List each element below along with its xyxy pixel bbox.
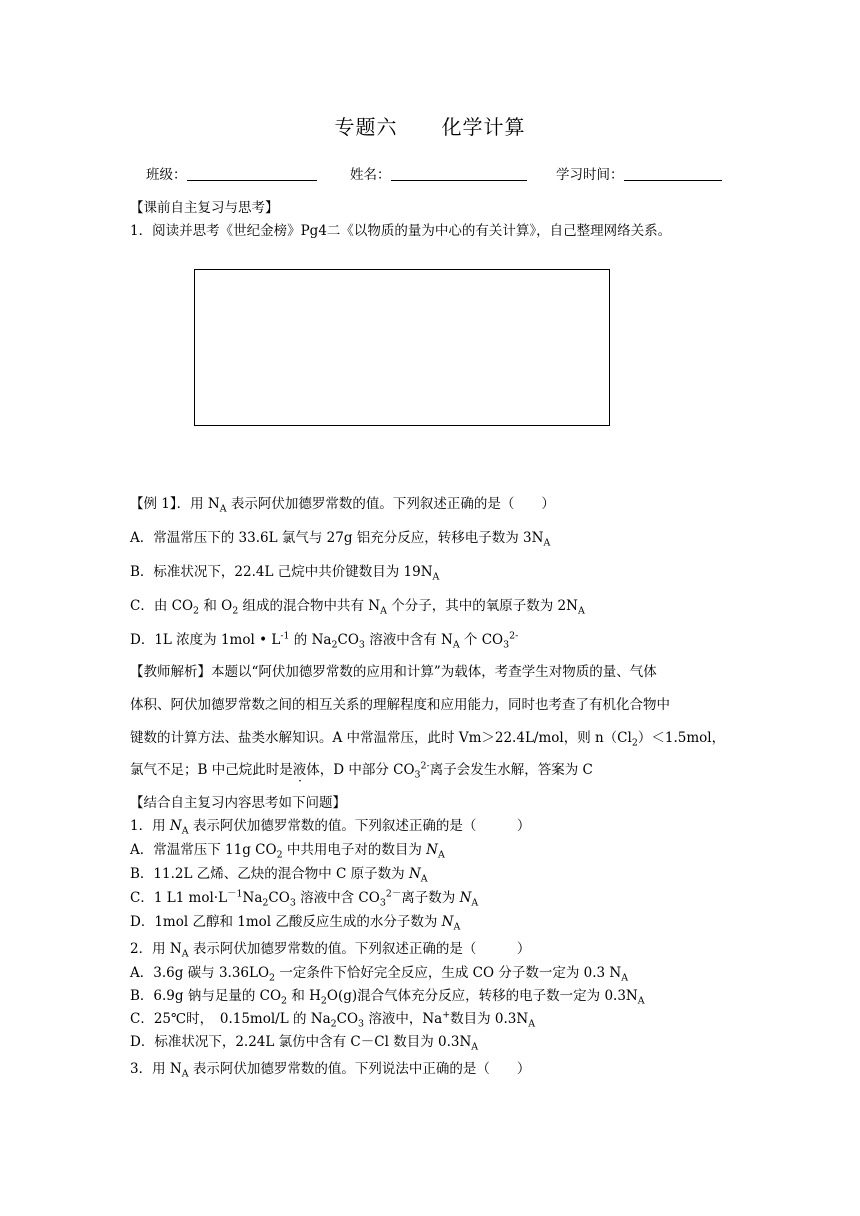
teacher-analysis-line-2: 体积、阿伏加德罗常数之间的相互关系的理解程度和应用能力，同时也考查了有机化合物中 — [130, 697, 670, 713]
question-2-option-a: A．3.6g 碳与 $3.36LO_2$ 一定条件下恰好完全反应，生成 CO 分子数一定为 0.3 $N_A$ — [130, 965, 629, 984]
example-1-option-a: A．常温常压下的 33.6L 氯气与 27g 铝充分反应，转移电子数为 $3N_A$ — [130, 530, 551, 549]
example-1-stem: 【例 1】．用 $N_A$ 表示阿伏加德罗常数的值。下列叙述正确的是（ ） — [130, 496, 555, 515]
teacher-analysis-line-3: 键数的计算方法、盐类水解知识。A 中常温常压，此时 Vm＞22.4L/mol，则 $n(Cl_2)<1.5mol$， — [130, 730, 726, 749]
question-1-option-d: D．1mol 乙醇和 1mol 乙酸反应生成的水分子数为 $N_A$ — [130, 914, 461, 933]
class-blank[interactable] — [187, 166, 317, 181]
question-1-option-a: A．常温常压下 11g $CO_2$ 中共用电子对的数目为 $N_A$ — [130, 842, 445, 861]
teacher-analysis-line-1: 【教师解析】本题以“阿伏加德罗常数的应用和计算”为载体，考查学生对物质的量、气体 — [130, 664, 657, 680]
question-2-stem: 2．用 $N_A$ 表示阿伏加德罗常数的值。下列叙述正确的是（ ） — [130, 941, 531, 960]
question-2-option-b: B．6.9g 钠与足量的 $CO_2$ 和 $H_2O(g)$混合气体充分反应，转移的电子数一定为 $0.3N_A$ — [130, 988, 645, 1007]
teacher-analysis-line-4: 氯气不足；B 中己烷此时是液体，D 中部分 $CO_3^{2-}$离子会发生水解，答案为 C — [130, 760, 593, 781]
question-2-option-c: C．25℃时， 0.15mol/L 的 $Na_2CO_3$ 溶液中，Na+数目为 $0.3N_A$ — [130, 1009, 536, 1030]
name-field: 姓名： — [350, 166, 527, 183]
page-title: 专题六 化学计算 — [334, 115, 526, 139]
example-1-option-c: C．由 $CO_2$ 和 $O_2$ 组成的混合物中共有 $N_A$ 个分子，其中的氧原子数为 $2N_A$ — [130, 598, 585, 617]
question-1-option-c: C．1 L1 $mol\cdot L^{-1}Na_2CO_3$ 溶液中含 $CO_3^{2-}$离子数为 $N_A$ — [130, 888, 479, 909]
section-heading-practice: 【结合自主复习内容思考如下问题】 — [130, 795, 346, 811]
class-field: 班级： — [146, 166, 317, 183]
study-time-field: 学习时间： — [556, 166, 722, 183]
question-3-stem: 3．用 $N_A$ 表示阿伏加德罗常数的值。下列说法中正确的是（ ） — [130, 1061, 531, 1080]
question-2-option-d: D．标准状况下，2.24L 氯仿中含有 C－Cl 数目为 $0.3N_A$ — [130, 1034, 479, 1053]
study-time-blank[interactable] — [624, 166, 722, 181]
example-1-option-d: D．1L 浓度为 1mol • $L^{-1}$ 的 $Na_2CO_3$ 溶液中含有 $N_A$ 个 $CO_3^{2-}$ — [130, 630, 519, 651]
notes-box[interactable] — [194, 269, 610, 426]
section-heading-review: 【课前自主复习与思考】 — [130, 200, 279, 216]
name-blank[interactable] — [391, 166, 527, 181]
example-1-option-b: B．标准状况下，22.4L 己烷中共价键数目为 $19N_A$ — [130, 564, 440, 583]
question-intro: 1．阅读并思考《世纪金榜》Pg4二《以物质的量为中心的有关计算》，自己整理网络关系。 — [130, 223, 672, 239]
question-1-option-b: B．11.2L 乙烯、乙炔的混合物中 C 原子数为 $N_A$ — [130, 866, 428, 885]
question-1-stem: 1．用 $N_A$ 表示阿伏加德罗常数的值。下列叙述正确的是（ ） — [130, 818, 531, 837]
